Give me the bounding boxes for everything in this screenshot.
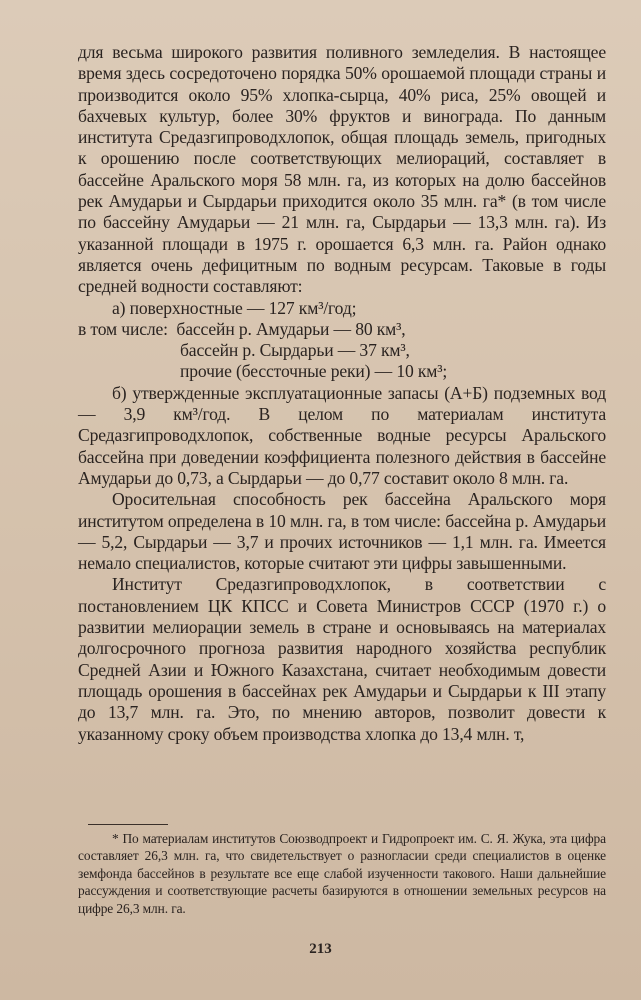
list-row-amudarya — [78, 319, 606, 340]
water-resources-list — [78, 298, 606, 383]
list-item-other: прочие (бессточные реки) — 10 км³; — [180, 361, 448, 382]
list-item-syrdarya: бассейн р. Сырдарьи — 37 км³, — [180, 340, 410, 361]
list-item-amudarya: бассейн р. Амударьи — 80 км³, — [176, 318, 406, 339]
page-number: 213 — [309, 941, 332, 957]
including-label: в том числе: — [78, 318, 168, 339]
footnote-divider — [88, 824, 168, 825]
paragraph-4: Институт Средазгипроводхлопок, в соответствии с постановлением ЦК КПСС и Совета Министров СССР (1970 г.) о развитии мелиорации земель в стране и основываясь на материалах долгосрочного прогноза развития народного хозяйства республик Средней Азии и Южного Казахстана, считает необходимым довести площадь орошения в бассейнах рек Амударьи и Сырдарьи к III этапу до 13,7 млн. га. Это, по мнению авторов, позволит довести к указанному сроку объем производства хлопка до 13,4 млн. т, — [78, 574, 606, 744]
main-text-block — [78, 42, 606, 745]
paragraph-1: для весьма широкого развития поливного земледелия. В настоящее время здесь сосредоточено порядка 50% орошаемой площади страны и производится около 95% хлопка-сырца, 40% риса, 25% овощей и бахчевых культур, более 30% фруктов и винограда. По данным института Средазгипроводхлопок, общая площадь земель, пригодных к орошению после соответствующих мелиораций, составляет в бассейне Аральского моря 58 млн. га, из которых на долю бассейнов рек Амударьи и Сырдарьи приходится около 35 млн. га* (в том числе по бассейну Амударьи — 21 млн. га, Сырдарьи — 13,3 млн. га). Из указанной площади в 1975 г. орошается 6,3 млн. га. Район однако является очень дефицитным по водным ресурсам. Таковые в годы средней водности составляют: — [78, 42, 606, 297]
footnote: * По материалам институтов Союзводпроект и Гидропроект им. С. Я. Жука, эта цифра составляет 26,3 млн. га, что свидетельствует о разногласии среди специалистов в оценке земфонда бассейнов в результате все еще слабой изученности такового. Наши дальнейшие рассуждения и соответствующие расчеты базируются в отношении земельных ресурсов на цифре 26,3 млн. га. — [78, 831, 606, 916]
paragraph-2: б) утвержденные эксплуатационные запасы (А+Б) подземных вод — 3,9 км³/год. В целом по материалам института Средазгипроводхлопок, собственные водные ресурсы Аральского бассейна при доведении коэффициента полезного действия в бассейне Амударьи до 0,73, а Сырдарьи — до 0,77 составит около 8 млн. га. — [78, 382, 606, 488]
paragraph-3: Оросительная способность рек бассейна Аральского моря институтом определена в 10 млн. га, в том числе: бассейна р. Амударьи — 5,2, Сырдарьи — 3,7 и прочих источников — 1,1 млн. га. Имеется немало специалистов, которые считают эти цифры завышенными. — [78, 489, 606, 574]
list-item-surface: а) поверхностные — 127 км³/год; — [112, 297, 357, 318]
